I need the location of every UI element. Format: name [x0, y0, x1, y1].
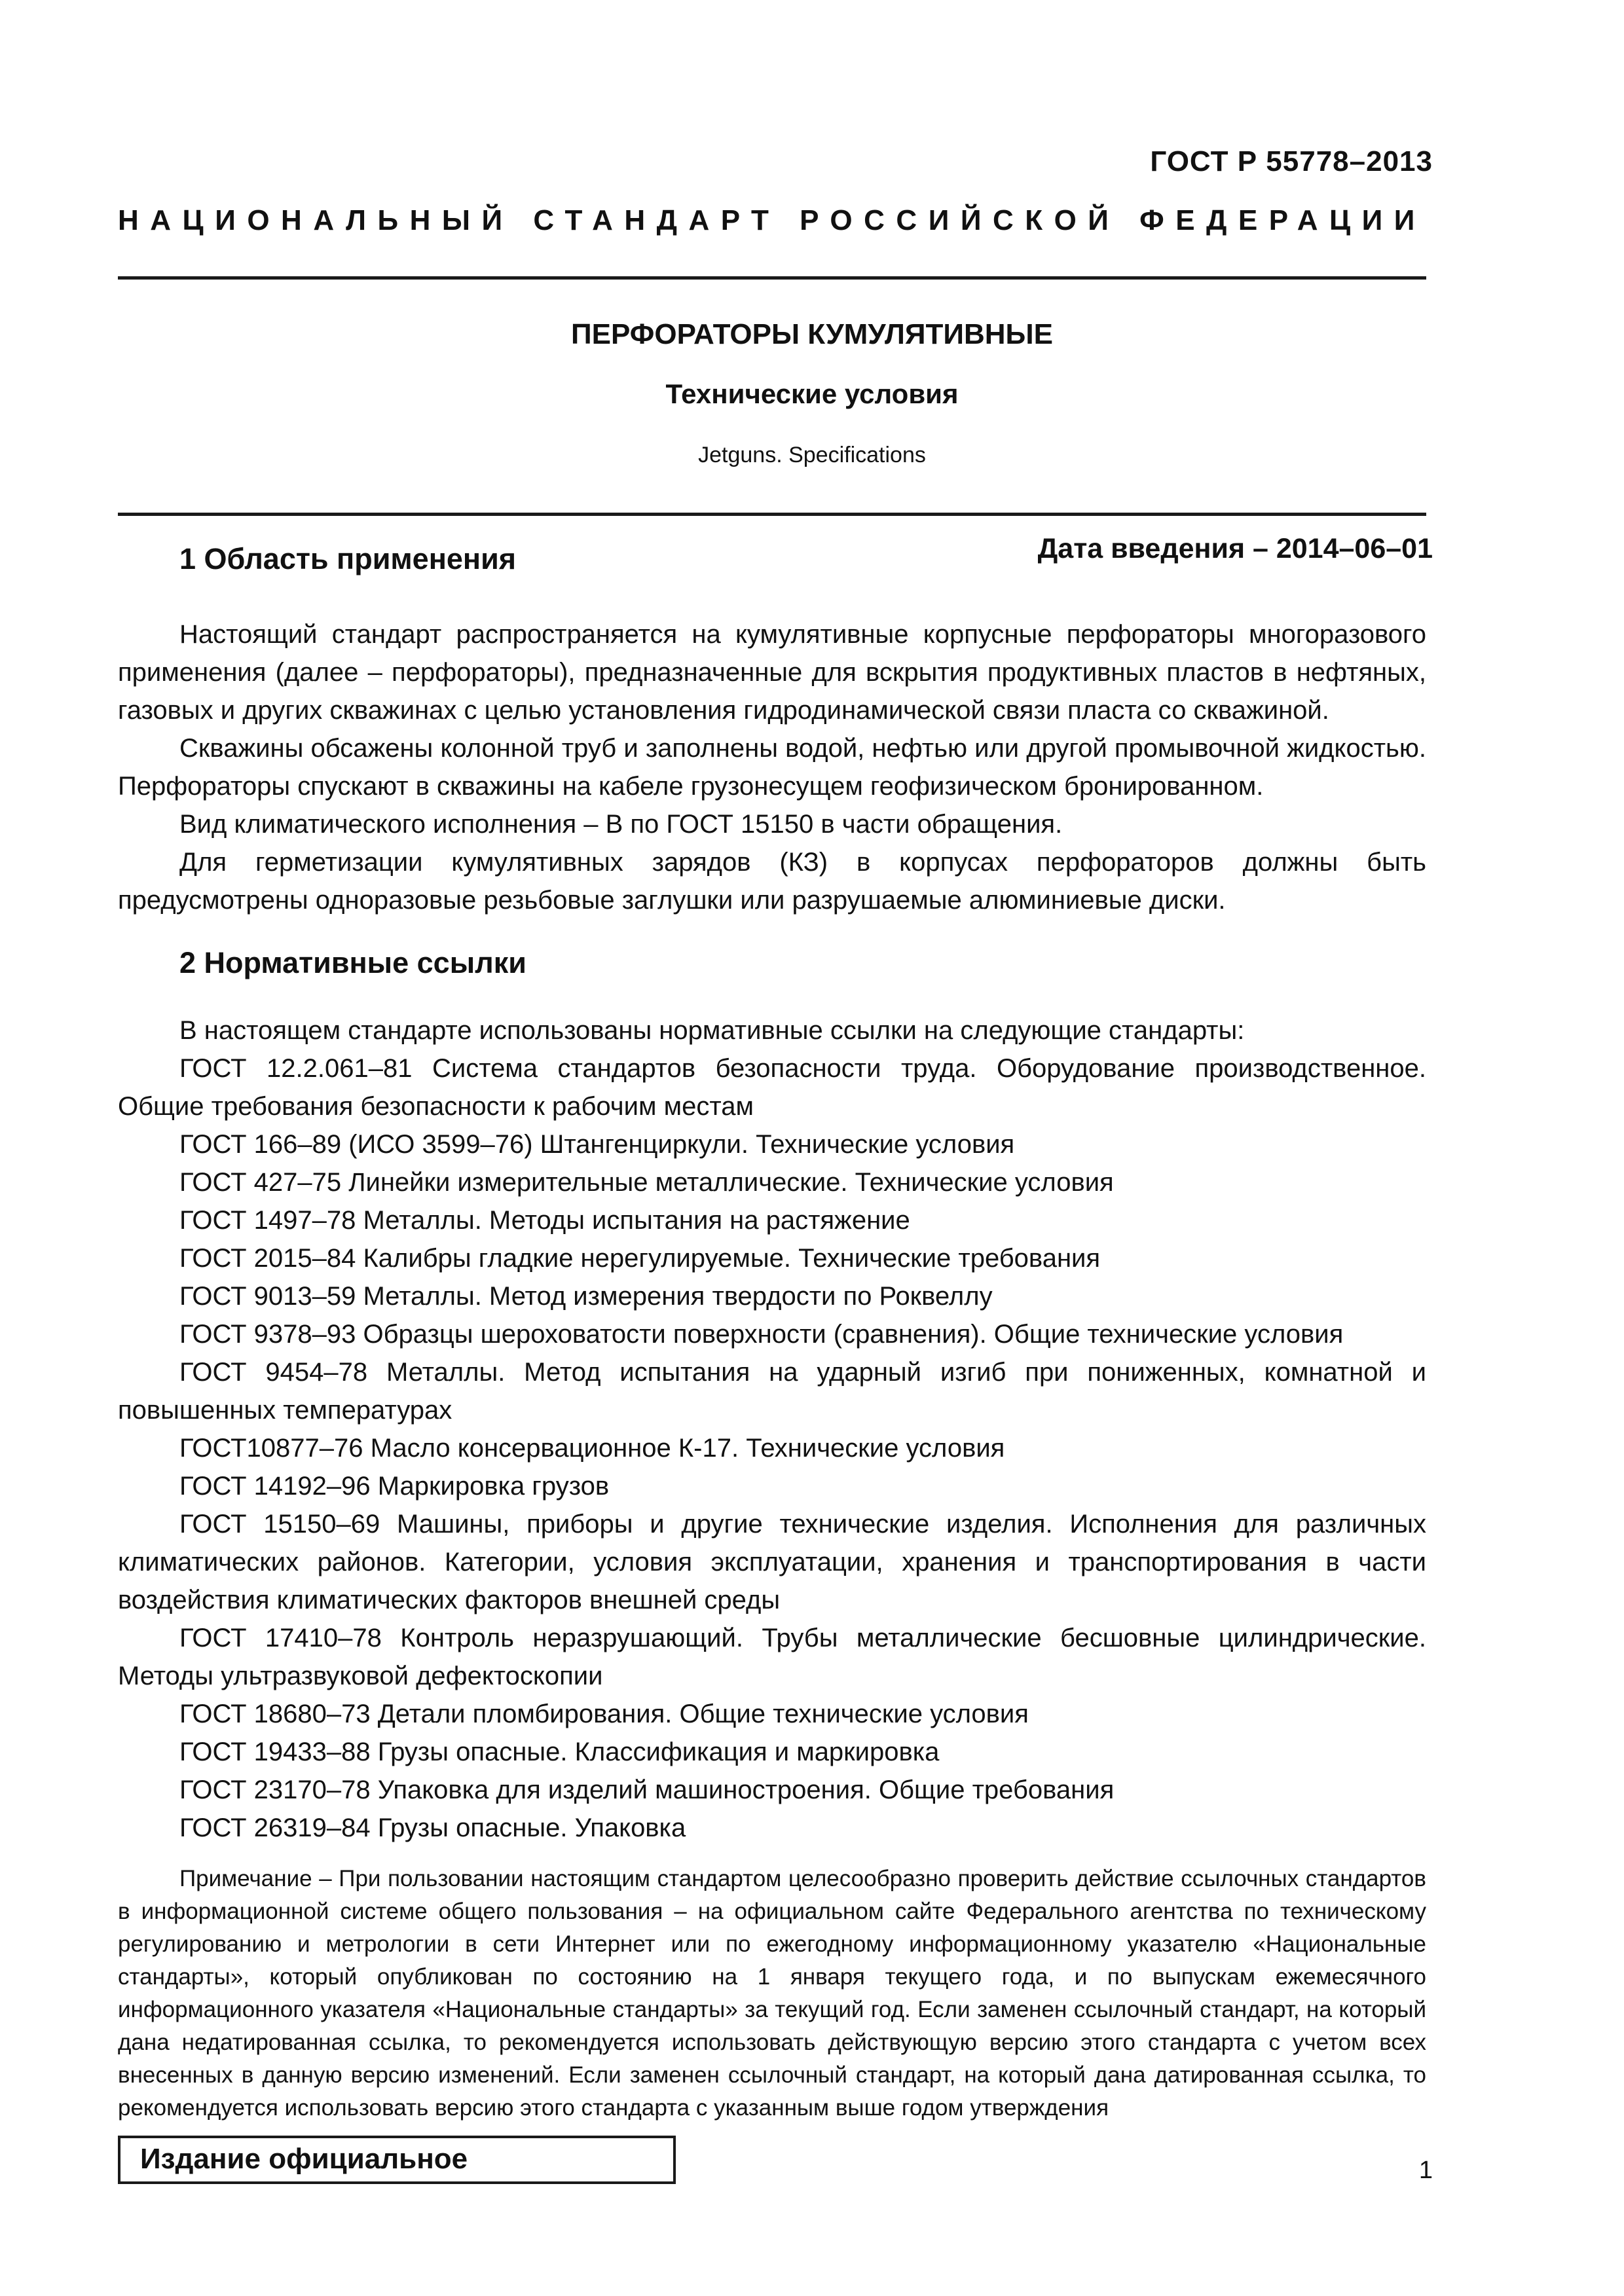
reference-item: ГОСТ 2015–84 Калибры гладкие нерегулируемые. Технические требования	[179, 1244, 1101, 1273]
header-divider	[118, 276, 1426, 280]
document-title-english: Jetguns. Specifications	[698, 443, 926, 467]
reference-item: ГОСТ 19433–88 Грузы опасные. Классификация и маркировка	[179, 1738, 940, 1766]
reference-item: ГОСТ 26319–84 Грузы опасные. Упаковка	[179, 1813, 686, 1842]
reference-item: ГОСТ 12.2.061–81 Система стандартов безопасности труда. Оборудование производственное. Общие требования безопасности к рабочим местам	[118, 1054, 1426, 1121]
official-edition-label: Издание официальное	[140, 2143, 468, 2175]
reference-item: ГОСТ10877–76 Масло консервационное К-17. Технические условия	[179, 1434, 1005, 1463]
page-number: 1	[1418, 2157, 1433, 2184]
reference-item: ГОСТ 18680–73 Детали пломбирования. Общие технические условия	[179, 1700, 1029, 1728]
section-1-body	[118, 615, 1426, 919]
reference-item: ГОСТ 17410–78 Контроль неразрушающий. Трубы металлические бесшовные цилиндрические. Методы ультразвуковой дефектоскопии	[118, 1624, 1426, 1690]
reference-item: ГОСТ 9378–93 Образцы шероховатости поверхности (сравнения). Общие технические условия	[179, 1320, 1344, 1349]
paragraph: Вид климатического исполнения – В по ГОСТ 15150 в части обращения.	[179, 810, 1063, 839]
introduction-date: Дата введения – 2014–06–01	[1037, 533, 1433, 564]
paragraph: В настоящем стандарте использованы нормативные ссылки на следующие стандарты:	[179, 1016, 1245, 1045]
reference-item: ГОСТ 23170–78 Упаковка для изделий машиностроения. Общие требования	[179, 1776, 1115, 1804]
paragraph: Для герметизации кумулятивных зарядов (КЗ) в корпусах перфораторов должны быть предусмотрены одноразовые резьбовые заглушки или разрушаемые алюминиевые диски.	[118, 848, 1426, 915]
section-2-heading: 2 Нормативные ссылки	[179, 946, 526, 979]
document-title: ПЕРФОРАТОРЫ КУМУЛЯТИВНЫЕ	[571, 318, 1053, 350]
official-edition-box	[118, 2136, 676, 2184]
reference-item: ГОСТ 9013–59 Металлы. Метод измерения твердости по Роквеллу	[179, 1282, 993, 1311]
reference-item: ГОСТ 166–89 (ИСО 3599–76) Штангенциркули. Технические условия	[179, 1130, 1015, 1159]
reference-item: ГОСТ 9454–78 Металлы. Метод испытания на ударный изгиб при пониженных, комнатной и повышенных температурах	[118, 1358, 1426, 1425]
paragraph: Настоящий стандарт распространяется на кумулятивные корпусные перфораторы многоразового применения (далее – перфораторы), предназначенные для вскрытия продуктивных пластов в нефтяных, газовых и других скважинах с целью установления гидродинамической связи пласта со скважиной.	[118, 620, 1426, 725]
standard-code: ГОСТ Р 55778–2013	[1150, 145, 1433, 177]
reference-item: ГОСТ 427–75 Линейки измерительные металлические. Технические условия	[179, 1168, 1114, 1197]
national-standard-banner: НАЦИОНАЛЬНЫЙ СТАНДАРТ РОССИЙСКОЙ ФЕДЕРАЦИИ	[118, 204, 1426, 236]
reference-item: ГОСТ 14192–96 Маркировка грузов	[179, 1472, 610, 1501]
reference-item: ГОСТ 1497–78 Металлы. Методы испытания на растяжение	[179, 1206, 910, 1235]
paragraph: Скважины обсажены колонной труб и заполнены водой, нефтью или другой промывочной жидкостью. Перфораторы спускают в скважины на кабеле грузонесущем геофизическом бронированном.	[118, 734, 1426, 801]
reference-item: ГОСТ 15150–69 Машины, приборы и другие технические изделия. Исполнения для различных климатических районов. Категории, условия эксплуатации, хранения и транспортирования в части воздействия климатических факторов внешней среды	[118, 1510, 1426, 1614]
title-divider	[118, 513, 1426, 516]
note-paragraph: Примечание – При пользовании настоящим стандартом целесообразно проверить действие ссылочных стандартов в информационной системе общего пользования – на официальном сайте Федерального агентства по техническому регулированию и метрологии в сети Интернет или по ежегодному информационному указателю «Национальные стандарты», который опубликован по состоянию на 1 января текущего года, и по выпускам ежемесячного информационного указателя «Национальные стандарты» за текущий год. Если заменен ссылочный стандарт, на который дана недатированная ссылка, то рекомендуется использовать действующую версию этого стандарта с учетом всех внесенных в данную версию изменений. Если заменен ссылочный стандарт, на который дана датированная ссылка, то рекомендуется использовать версию этого стандарта с указанным выше годом утверждения	[118, 1866, 1426, 2121]
document-subtitle: Технические условия	[665, 378, 959, 409]
section-1-heading: 1 Область применения	[179, 542, 517, 575]
section-2-body	[118, 1011, 1426, 1847]
